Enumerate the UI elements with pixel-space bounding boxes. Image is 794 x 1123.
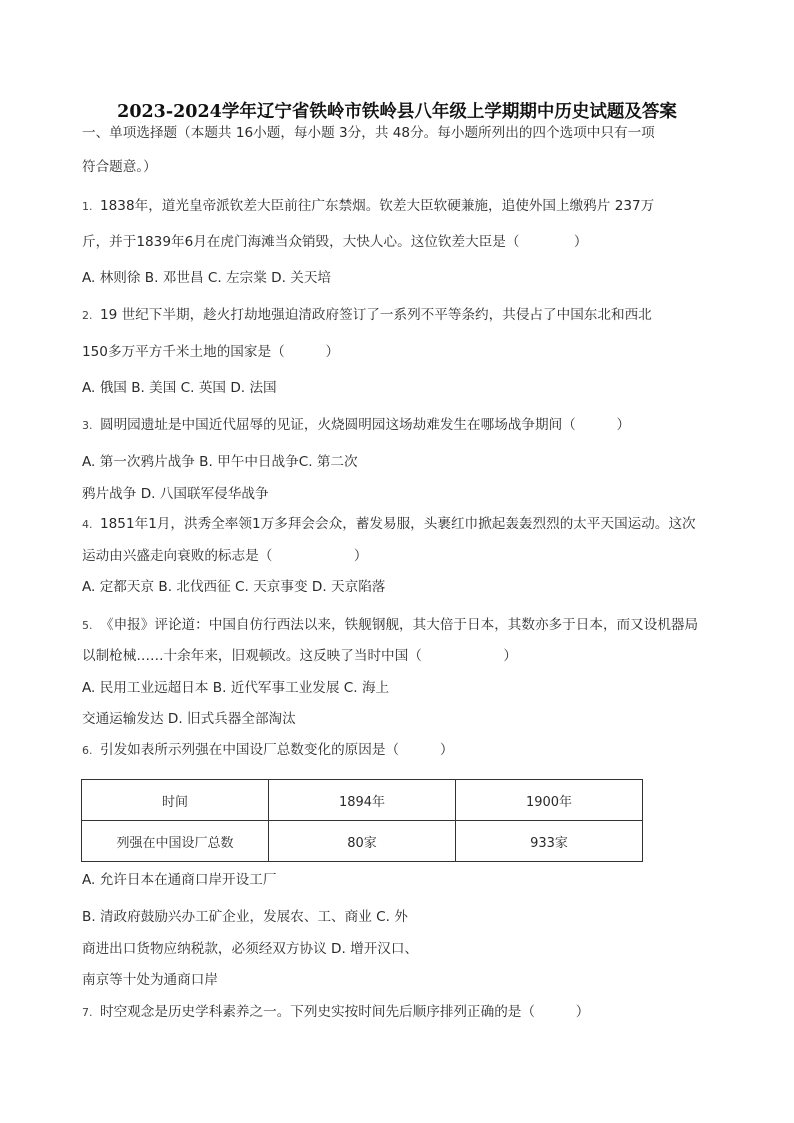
question-5-cont: 以制枪械……十余年来，旧观顿改。这反映了当时中国（ ） <box>82 648 517 664</box>
table-cell: 1900年 <box>456 780 643 821</box>
question-2-cont: 150多万平方千米土地的国家是（ ） <box>82 344 340 360</box>
question-number: 4. <box>82 518 93 531</box>
question-7 <box>82 1003 589 1022</box>
question-5 <box>82 616 698 635</box>
question-text: 1851年1月，洪秀全率领1万多拜会会众，蓄发易服，头裹红巾掀起轰轰烈烈的太平天国运动。这次 <box>100 516 696 532</box>
table-cell: 列强在中国设厂总数 <box>82 821 269 862</box>
question-number: 2. <box>82 309 93 322</box>
question-2 <box>82 306 652 325</box>
question-number: 1. <box>82 200 93 213</box>
question-6-option-c: 商进出口货物应纳税款，必须经双方协议 D. 增开汉口、 <box>82 941 419 957</box>
question-text: 引发如表所示列强在中国设厂总数变化的原因是（ ） <box>100 742 454 758</box>
question-text: 时空观念是历史学科素养之一。下列史实按时间先后顺序排列正确的是（ ） <box>100 1004 590 1020</box>
question-4-cont: 运动由兴盛走向衰败的标志是（ ） <box>82 548 368 564</box>
question-6-option-b: B. 清政府鼓励兴办工矿企业，发展农、工、商业 C. 外 <box>82 909 408 925</box>
question-5-options-cont: 交通运输发达 D. 旧式兵器全部淘汰 <box>82 711 296 727</box>
question-6 <box>82 741 453 760</box>
table-header-row <box>82 780 643 821</box>
table-row <box>82 821 643 862</box>
table-cell: 时间 <box>82 780 269 821</box>
factory-count-table <box>81 779 643 862</box>
question-1-cont: 斤，并于1839年6月在虎门海滩当众销毁，大快人心。这位钦差大臣是（ ） <box>82 234 588 250</box>
question-text: 圆明园遗址是中国近代屈辱的见证，火烧圆明园这场劫难发生在哪场战争期间（ ） <box>100 417 631 433</box>
question-number: 6. <box>82 744 93 757</box>
question-3-options: A. 第一次鸦片战争 B. 甲午中日战争C. 第二次 <box>82 454 358 470</box>
question-6-option-d: 南京等十处为通商口岸 <box>82 972 218 988</box>
question-2-options: A. 俄国 B. 美国 C. 英国 D. 法国 <box>82 380 277 396</box>
section-heading: 一、单项选择题（本题共 16小题，每小题 3分，共 48分。每小题所列出的四个选项中只有一项 <box>82 125 655 141</box>
question-4-options: A. 定都天京 B. 北伐西征 C. 天京事变 D. 天京陷落 <box>82 579 386 595</box>
question-1 <box>82 197 654 216</box>
question-3-options-cont: 鸦片战争 D. 八国联军侵华战争 <box>82 486 269 502</box>
question-6-option-a: A. 允许日本在通商口岸开设工厂 <box>82 872 277 888</box>
question-5-options: A. 民用工业远超日本 B. 近代军事工业发展 C. 海上 <box>82 680 390 696</box>
question-1-options: A. 林则徐 B. 邓世昌 C. 左宗棠 D. 关天培 <box>82 270 332 286</box>
table-cell: 1894年 <box>269 780 456 821</box>
question-number: 5. <box>82 619 93 632</box>
question-number: 7. <box>82 1006 93 1019</box>
table-cell: 80家 <box>269 821 456 862</box>
question-text: 《申报》评论道：中国自仿行西法以来，铁舰钢舰，其大倍于日本，其数亦多于日本，而又设机器局 <box>100 617 699 633</box>
question-text: 19 世纪下半期，趁火打劫地强迫清政府签订了一系列不平等条约，共侵占了中国东北和西北 <box>100 307 652 323</box>
question-text: 1838年，道光皇帝派钦差大臣前往广东禁烟。钦差大臣软硬兼施，追使外国上缴鸦片 237万 <box>100 198 655 214</box>
document-title: 2023-2024学年辽宁省铁岭市铁岭县八年级上学期期中历史试题及答案 <box>117 102 677 122</box>
section-heading-cont: 符合题意。） <box>82 159 157 175</box>
table-cell: 933家 <box>456 821 643 862</box>
question-3 <box>82 416 630 435</box>
question-4 <box>82 515 696 534</box>
question-number: 3. <box>82 419 93 432</box>
